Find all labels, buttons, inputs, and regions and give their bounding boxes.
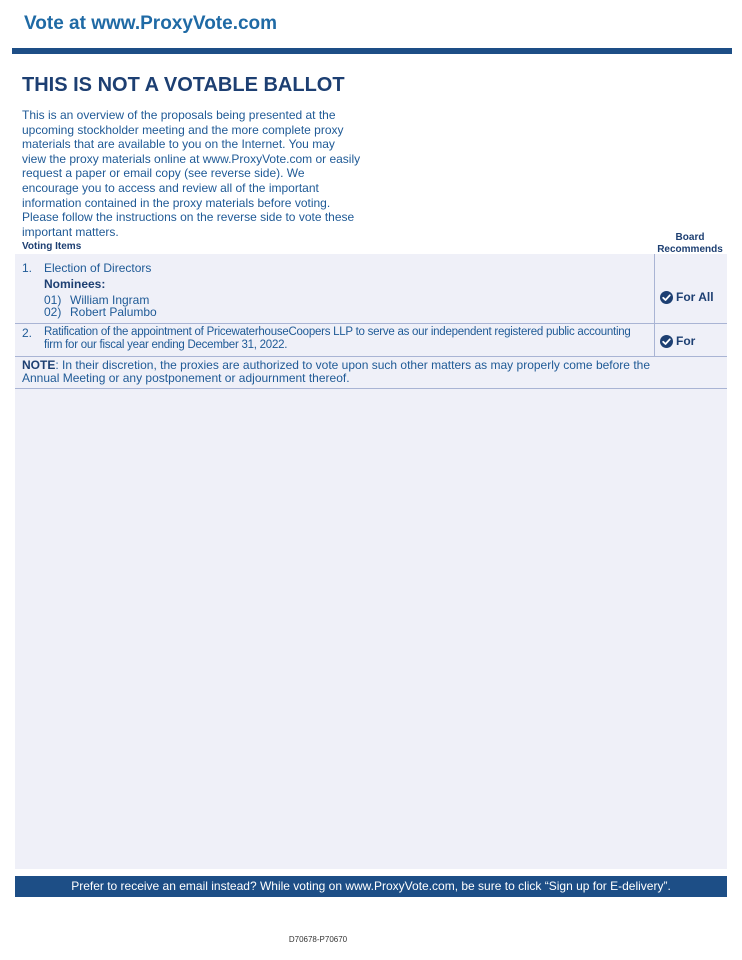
row-divider	[15, 356, 727, 357]
nominee-2-number: 02)	[44, 305, 62, 319]
row-divider	[15, 323, 727, 324]
intro-paragraph: This is an overview of the proposals being presented at the upcoming stockholder meeting and the more complete proxy materials that are available to you on the Internet. You may view the proxy materials online at www.ProxyVote.com or easily request a paper or email copy (see reverse side). We encourage you to access and review all of the important information contained in the proxy materials before voting. Please follow the instructions on the reverse side to vote these important matters.	[22, 108, 361, 239]
proposal-1-text: Election of Directors	[44, 261, 152, 275]
board-header-line2: Recommends	[657, 243, 723, 255]
document-code: D70678-P70670	[288, 935, 348, 944]
column-divider	[654, 254, 655, 356]
nominee-2-name: Robert Palumbo	[70, 305, 157, 319]
recommendation-label: For All	[676, 290, 714, 304]
nominee-1-number: 01)	[44, 293, 62, 307]
check-circle-icon	[660, 335, 673, 348]
board-recommends-header	[654, 232, 726, 255]
proposal-1-number: 1.	[22, 261, 33, 275]
board-header-line1: Board	[675, 232, 705, 243]
header-title: Vote at www.ProxyVote.com	[24, 13, 278, 34]
note-label: NOTE	[22, 358, 56, 372]
nominees-label: Nominees:	[44, 277, 106, 291]
note-text	[22, 359, 650, 384]
recommendation-label: For	[676, 334, 696, 348]
row-divider	[15, 388, 727, 389]
ballot-title: THIS IS NOT A VOTABLE BALLOT	[22, 74, 345, 96]
header-divider	[12, 48, 732, 54]
proposal-2-recommendation	[660, 334, 695, 348]
e-delivery-banner: Prefer to receive an email instead? While voting on www.ProxyVote.com, be sure to click “Sign up for E-delivery”.	[15, 876, 727, 897]
proposal-1-recommendation	[660, 290, 714, 304]
check-circle-icon	[660, 291, 673, 304]
nominee-1-name: William Ingram	[70, 293, 150, 307]
proposal-2-text: Ratification of the appointment of PricewaterhouseCoopers LLP to serve as our independent registered public accounting firm for our fiscal year ending December 31, 2022.	[44, 326, 631, 351]
proposal-2-number: 2.	[22, 326, 33, 340]
note-body: : In their discretion, the proxies are authorized to vote upon such other matters as may properly come before the Annual Meeting or any postponement or adjournment thereof.	[22, 358, 650, 385]
voting-items-header: Voting Items	[22, 241, 82, 252]
